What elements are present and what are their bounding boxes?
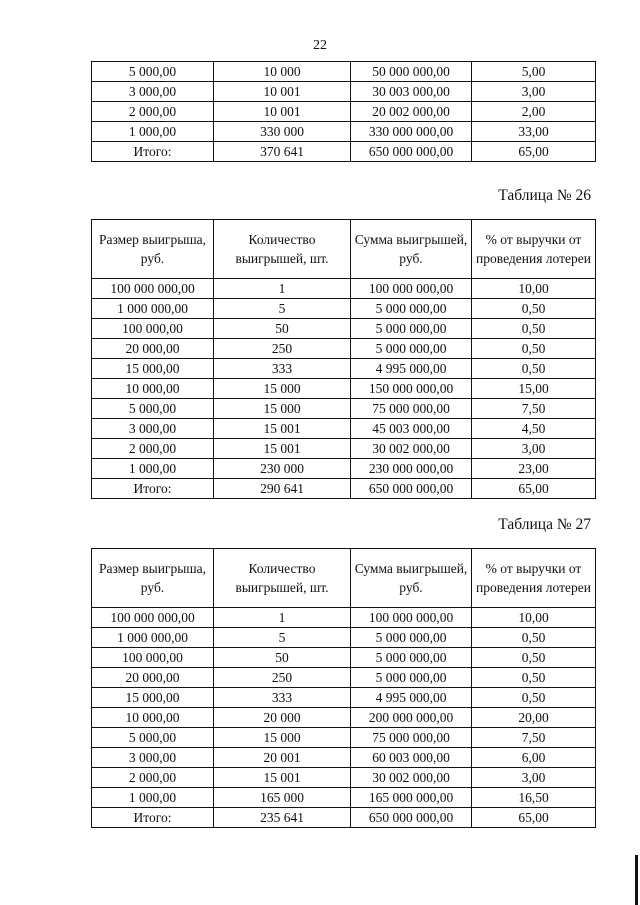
cell-prize-sum: 100 000 000,00 — [351, 279, 472, 299]
cell-prize-count: 15 001 — [214, 768, 351, 788]
cell-prize-sum: 75 000 000,00 — [351, 728, 472, 748]
cell-revenue-percent: 6,00 — [472, 748, 596, 768]
table-26-body — [92, 279, 596, 499]
table-26 — [91, 219, 596, 499]
cell-prize-size: Итого: — [92, 479, 214, 499]
table-row — [92, 668, 596, 688]
continued-prize-table — [91, 61, 596, 162]
cell-prize-sum: 4 995 000,00 — [351, 688, 472, 708]
cell-revenue-percent: 0,50 — [472, 668, 596, 688]
table-row — [92, 479, 596, 499]
cell-prize-size: 100 000,00 — [92, 319, 214, 339]
table-row — [92, 82, 596, 102]
cell-revenue-percent: 20,00 — [472, 708, 596, 728]
cell-prize-size: 1 000 000,00 — [92, 299, 214, 319]
table-27 — [91, 548, 596, 828]
table-row — [92, 808, 596, 828]
cell-prize-sum: 330 000 000,00 — [351, 122, 472, 142]
cell-prize-sum: 45 003 000,00 — [351, 419, 472, 439]
cell-prize-size: 1 000,00 — [92, 788, 214, 808]
cell-prize-count: 250 — [214, 668, 351, 688]
cell-revenue-percent: 0,50 — [472, 299, 596, 319]
cell-prize-sum: 5 000 000,00 — [351, 668, 472, 688]
cell-prize-count: 10 001 — [214, 102, 351, 122]
cell-prize-count: 15 001 — [214, 419, 351, 439]
cell-prize-size: 20 000,00 — [92, 668, 214, 688]
cell-prize-size: 5 000,00 — [92, 62, 214, 82]
cell-prize-sum: 650 000 000,00 — [351, 142, 472, 162]
cell-revenue-percent: 65,00 — [472, 142, 596, 162]
cell-revenue-percent: 0,50 — [472, 319, 596, 339]
cell-prize-size: 5 000,00 — [92, 399, 214, 419]
cell-prize-sum: 650 000 000,00 — [351, 808, 472, 828]
cell-prize-size: 3 000,00 — [92, 82, 214, 102]
table-row — [92, 339, 596, 359]
cell-prize-count: 15 001 — [214, 439, 351, 459]
cell-prize-sum: 230 000 000,00 — [351, 459, 472, 479]
cell-prize-sum: 5 000 000,00 — [351, 628, 472, 648]
cell-prize-count: 20 000 — [214, 708, 351, 728]
cell-prize-size: 100 000 000,00 — [92, 279, 214, 299]
cell-prize-sum: 5 000 000,00 — [351, 648, 472, 668]
table-row — [92, 319, 596, 339]
table-row — [92, 122, 596, 142]
cell-revenue-percent: 7,50 — [472, 728, 596, 748]
cell-prize-sum: 50 000 000,00 — [351, 62, 472, 82]
table-row — [92, 768, 596, 788]
cell-prize-sum: 200 000 000,00 — [351, 708, 472, 728]
cell-prize-size: 3 000,00 — [92, 748, 214, 768]
header-prize-count: Количество выигрышей, шт. — [214, 220, 351, 279]
table-row — [92, 102, 596, 122]
cell-prize-size: 1 000,00 — [92, 122, 214, 142]
cell-prize-sum: 650 000 000,00 — [351, 479, 472, 499]
table-row — [92, 299, 596, 319]
cell-prize-sum: 30 003 000,00 — [351, 82, 472, 102]
cell-prize-count: 15 000 — [214, 379, 351, 399]
continued-table-body — [92, 62, 596, 162]
cell-revenue-percent: 0,50 — [472, 359, 596, 379]
cell-prize-count: 10 000 — [214, 62, 351, 82]
cell-prize-sum: 60 003 000,00 — [351, 748, 472, 768]
header-prize-size: Размер выигрыша, руб. — [92, 220, 214, 279]
table-row — [92, 708, 596, 728]
cell-prize-size: 1 000,00 — [92, 459, 214, 479]
cell-prize-size: 1 000 000,00 — [92, 628, 214, 648]
header-prize-sum: Сумма выигрышей, руб. — [351, 549, 472, 608]
header-prize-sum: Сумма выигрышей, руб. — [351, 220, 472, 279]
table-row — [92, 459, 596, 479]
cell-prize-size: 5 000,00 — [92, 728, 214, 748]
cell-prize-size: 15 000,00 — [92, 688, 214, 708]
cell-prize-size: 100 000 000,00 — [92, 608, 214, 628]
table-row — [92, 419, 596, 439]
cell-revenue-percent: 33,00 — [472, 122, 596, 142]
table-row — [92, 62, 596, 82]
table-row — [92, 648, 596, 668]
table-26-header-row — [92, 220, 596, 279]
cell-prize-size: 2 000,00 — [92, 102, 214, 122]
cell-revenue-percent: 0,50 — [472, 339, 596, 359]
cell-prize-count: 5 — [214, 628, 351, 648]
cell-prize-count: 165 000 — [214, 788, 351, 808]
cell-prize-sum: 150 000 000,00 — [351, 379, 472, 399]
table-row — [92, 748, 596, 768]
table-27-caption: Таблица № 27 — [498, 516, 591, 533]
table-row — [92, 399, 596, 419]
cell-revenue-percent: 65,00 — [472, 808, 596, 828]
table-row — [92, 439, 596, 459]
cell-prize-count: 250 — [214, 339, 351, 359]
table-row — [92, 379, 596, 399]
page-number: 22 — [313, 38, 327, 53]
cell-prize-sum: 165 000 000,00 — [351, 788, 472, 808]
cell-prize-count: 1 — [214, 608, 351, 628]
cell-revenue-percent: 23,00 — [472, 459, 596, 479]
cell-prize-size: 10 000,00 — [92, 379, 214, 399]
cell-prize-size: 2 000,00 — [92, 768, 214, 788]
cell-prize-size: 20 000,00 — [92, 339, 214, 359]
cell-prize-count: 15 000 — [214, 728, 351, 748]
header-revenue-percent: % от выручки от проведения лотереи — [472, 220, 596, 279]
header-revenue-percent: % от выручки от проведения лотереи — [472, 549, 596, 608]
cell-prize-count: 333 — [214, 359, 351, 379]
cell-revenue-percent: 0,50 — [472, 688, 596, 708]
table-row — [92, 142, 596, 162]
cell-prize-count: 5 — [214, 299, 351, 319]
cell-revenue-percent: 65,00 — [472, 479, 596, 499]
table-27-body — [92, 608, 596, 828]
cell-prize-sum: 5 000 000,00 — [351, 299, 472, 319]
cell-prize-count: 330 000 — [214, 122, 351, 142]
cell-prize-count: 50 — [214, 319, 351, 339]
table-27-header-row — [92, 549, 596, 608]
header-prize-count: Количество выигрышей, шт. — [214, 549, 351, 608]
table-row — [92, 628, 596, 648]
cell-prize-size: Итого: — [92, 142, 214, 162]
cell-revenue-percent: 3,00 — [472, 768, 596, 788]
cell-prize-count: 333 — [214, 688, 351, 708]
cell-revenue-percent: 2,00 — [472, 102, 596, 122]
cell-revenue-percent: 0,50 — [472, 628, 596, 648]
cell-revenue-percent: 5,00 — [472, 62, 596, 82]
cell-prize-count: 15 000 — [214, 399, 351, 419]
cell-prize-count: 20 001 — [214, 748, 351, 768]
cell-prize-count: 50 — [214, 648, 351, 668]
table-row — [92, 279, 596, 299]
cell-prize-sum: 30 002 000,00 — [351, 768, 472, 788]
cell-prize-size: 100 000,00 — [92, 648, 214, 668]
cell-prize-count: 10 001 — [214, 82, 351, 102]
cell-prize-count: 370 641 — [214, 142, 351, 162]
cell-prize-sum: 4 995 000,00 — [351, 359, 472, 379]
table-row — [92, 788, 596, 808]
cell-prize-count: 1 — [214, 279, 351, 299]
cell-revenue-percent: 10,00 — [472, 608, 596, 628]
cell-prize-sum: 5 000 000,00 — [351, 339, 472, 359]
header-prize-size: Размер выигрыша, руб. — [92, 549, 214, 608]
cell-revenue-percent: 3,00 — [472, 82, 596, 102]
cell-revenue-percent: 4,50 — [472, 419, 596, 439]
cell-prize-sum: 75 000 000,00 — [351, 399, 472, 419]
table-row — [92, 728, 596, 748]
cell-revenue-percent: 0,50 — [472, 648, 596, 668]
table-26-caption: Таблица № 26 — [498, 187, 591, 204]
cell-prize-size: Итого: — [92, 808, 214, 828]
table-row — [92, 608, 596, 628]
cell-prize-count: 235 641 — [214, 808, 351, 828]
cell-prize-size: 3 000,00 — [92, 419, 214, 439]
cell-prize-size: 15 000,00 — [92, 359, 214, 379]
table-row — [92, 359, 596, 379]
scan-edge-mark — [635, 855, 638, 905]
cell-revenue-percent: 7,50 — [472, 399, 596, 419]
cell-revenue-percent: 10,00 — [472, 279, 596, 299]
cell-revenue-percent: 15,00 — [472, 379, 596, 399]
table-row — [92, 688, 596, 708]
cell-revenue-percent: 3,00 — [472, 439, 596, 459]
cell-prize-size: 10 000,00 — [92, 708, 214, 728]
cell-prize-sum: 5 000 000,00 — [351, 319, 472, 339]
cell-prize-sum: 100 000 000,00 — [351, 608, 472, 628]
cell-revenue-percent: 16,50 — [472, 788, 596, 808]
cell-prize-sum: 20 002 000,00 — [351, 102, 472, 122]
cell-prize-size: 2 000,00 — [92, 439, 214, 459]
cell-prize-sum: 30 002 000,00 — [351, 439, 472, 459]
cell-prize-count: 290 641 — [214, 479, 351, 499]
cell-prize-count: 230 000 — [214, 459, 351, 479]
